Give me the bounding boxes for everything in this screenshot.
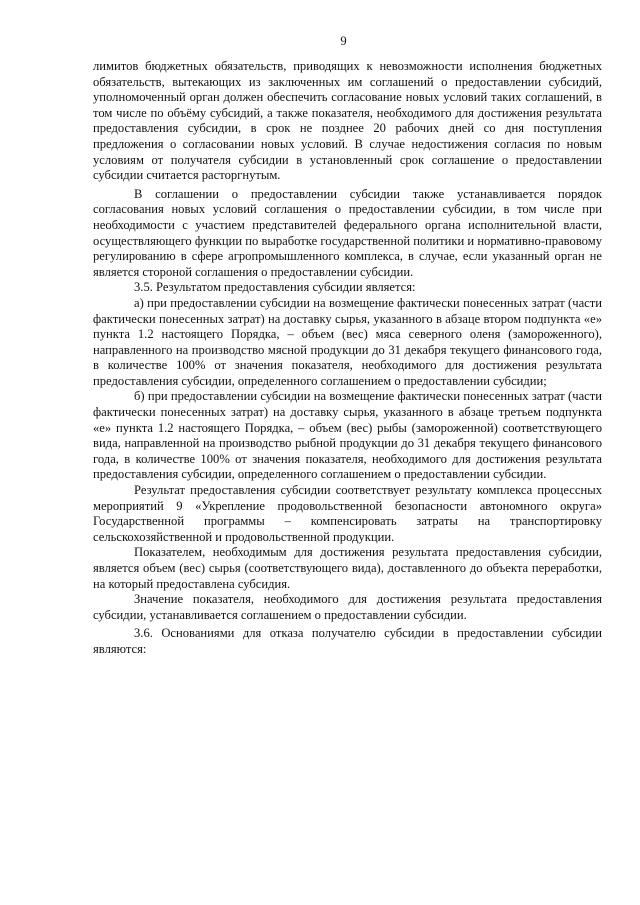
paragraph-result-a: а) при предоставлении субсидии на возмещение фактически понесенных затрат (части фактически понесенных затрат) на доставку сырья, указанного в абзаце втором подпункта «е» пункта 1.2 настоящего Порядка, – объем (вес) мяса северного оленя (замороженного), направленного на производство мясной продукции до 31 декабря текущего финансового года, в количестве 100% от значения показателя, необходимого для достижения результата предоставления субсидии, определенного соглашением о предоставлении субсидии; — [93, 295, 602, 388]
paragraph-indicator-value: Значение показателя, необходимого для достижения результата предоставления субсидии, устанавливается соглашением о предоставлении субсидии. — [93, 592, 602, 622]
paragraph-result-correspondence: Результат предоставления субсидии соответствует результату комплекса процессных мероприятий 9 «Укрепление продовольственной безопасности автономного округа» Государственной программы – компенсировать затраты на транспортировку сельскохозяйственной и продовольственной продукции. — [93, 483, 602, 544]
paragraph-result-b: б) при предоставлении субсидии на возмещение фактически понесенных затрат (части фактически понесенных затрат) на доставку сырья, указанного в абзаце третьем подпункта «е» пункта 1.2 настоящего Порядка, – объем (вес) рыбы (замороженной) соответствующего вида, направленной на производство рыбной продукции до 31 декабря текущего финансового года, в количестве 100% от значения показателя, необходимого для достижения результата предоставления субсидии, определенного соглашением о предоставлении субсидии. — [93, 389, 602, 482]
page-number: 9 — [340, 34, 347, 48]
paragraph-agreement-limits: лимитов бюджетных обязательств, приводящих к невозможности исполнения бюджетных обязательств, вытекающих из заключенных им соглашений о предоставлении субсидий, уполномоченный орган должен обеспечить согласование новых условий таких соглашений, в том числе по объёму субсидий, а также показателя, необходимого для достижения результата предоставления субсидии, в срок не позднее 20 рабочих дней со дня поступления предложения о согласовании новых условий. В случае недостижения согласия по новым условиям от получателя субсидии в установленный срок соглашение о предоставлении субсидии считается расторгнутым. — [93, 59, 602, 183]
section-3-5-heading: 3.5. Результатом предоставления субсидии является: — [134, 280, 416, 295]
paragraph-agreement-procedure: В соглашении о предоставлении субсидии также устанавливается порядок согласования новых условий соглашения о предоставлении субсидии, в том числе при необходимости с участием представителей федерального органа исполнительной власти, осуществляющего функции по выработке государственной политики и нормативно-правовому регулированию в сфере агропромышленного комплекса, в случае, если указанный орган не является стороной соглашения о предоставлении субсидии. — [93, 186, 602, 279]
paragraph-indicator-definition: Показателем, необходимым для достижения результата предоставления субсидии, является объем (вес) сырья (соответствующего вида), доставленного до объекта переработки, на который предоставлена субсидия. — [93, 545, 602, 591]
section-3-6-heading: 3.6. Основаниями для отказа получателю субсидии в предоставлении субсидии являются: — [93, 626, 602, 656]
